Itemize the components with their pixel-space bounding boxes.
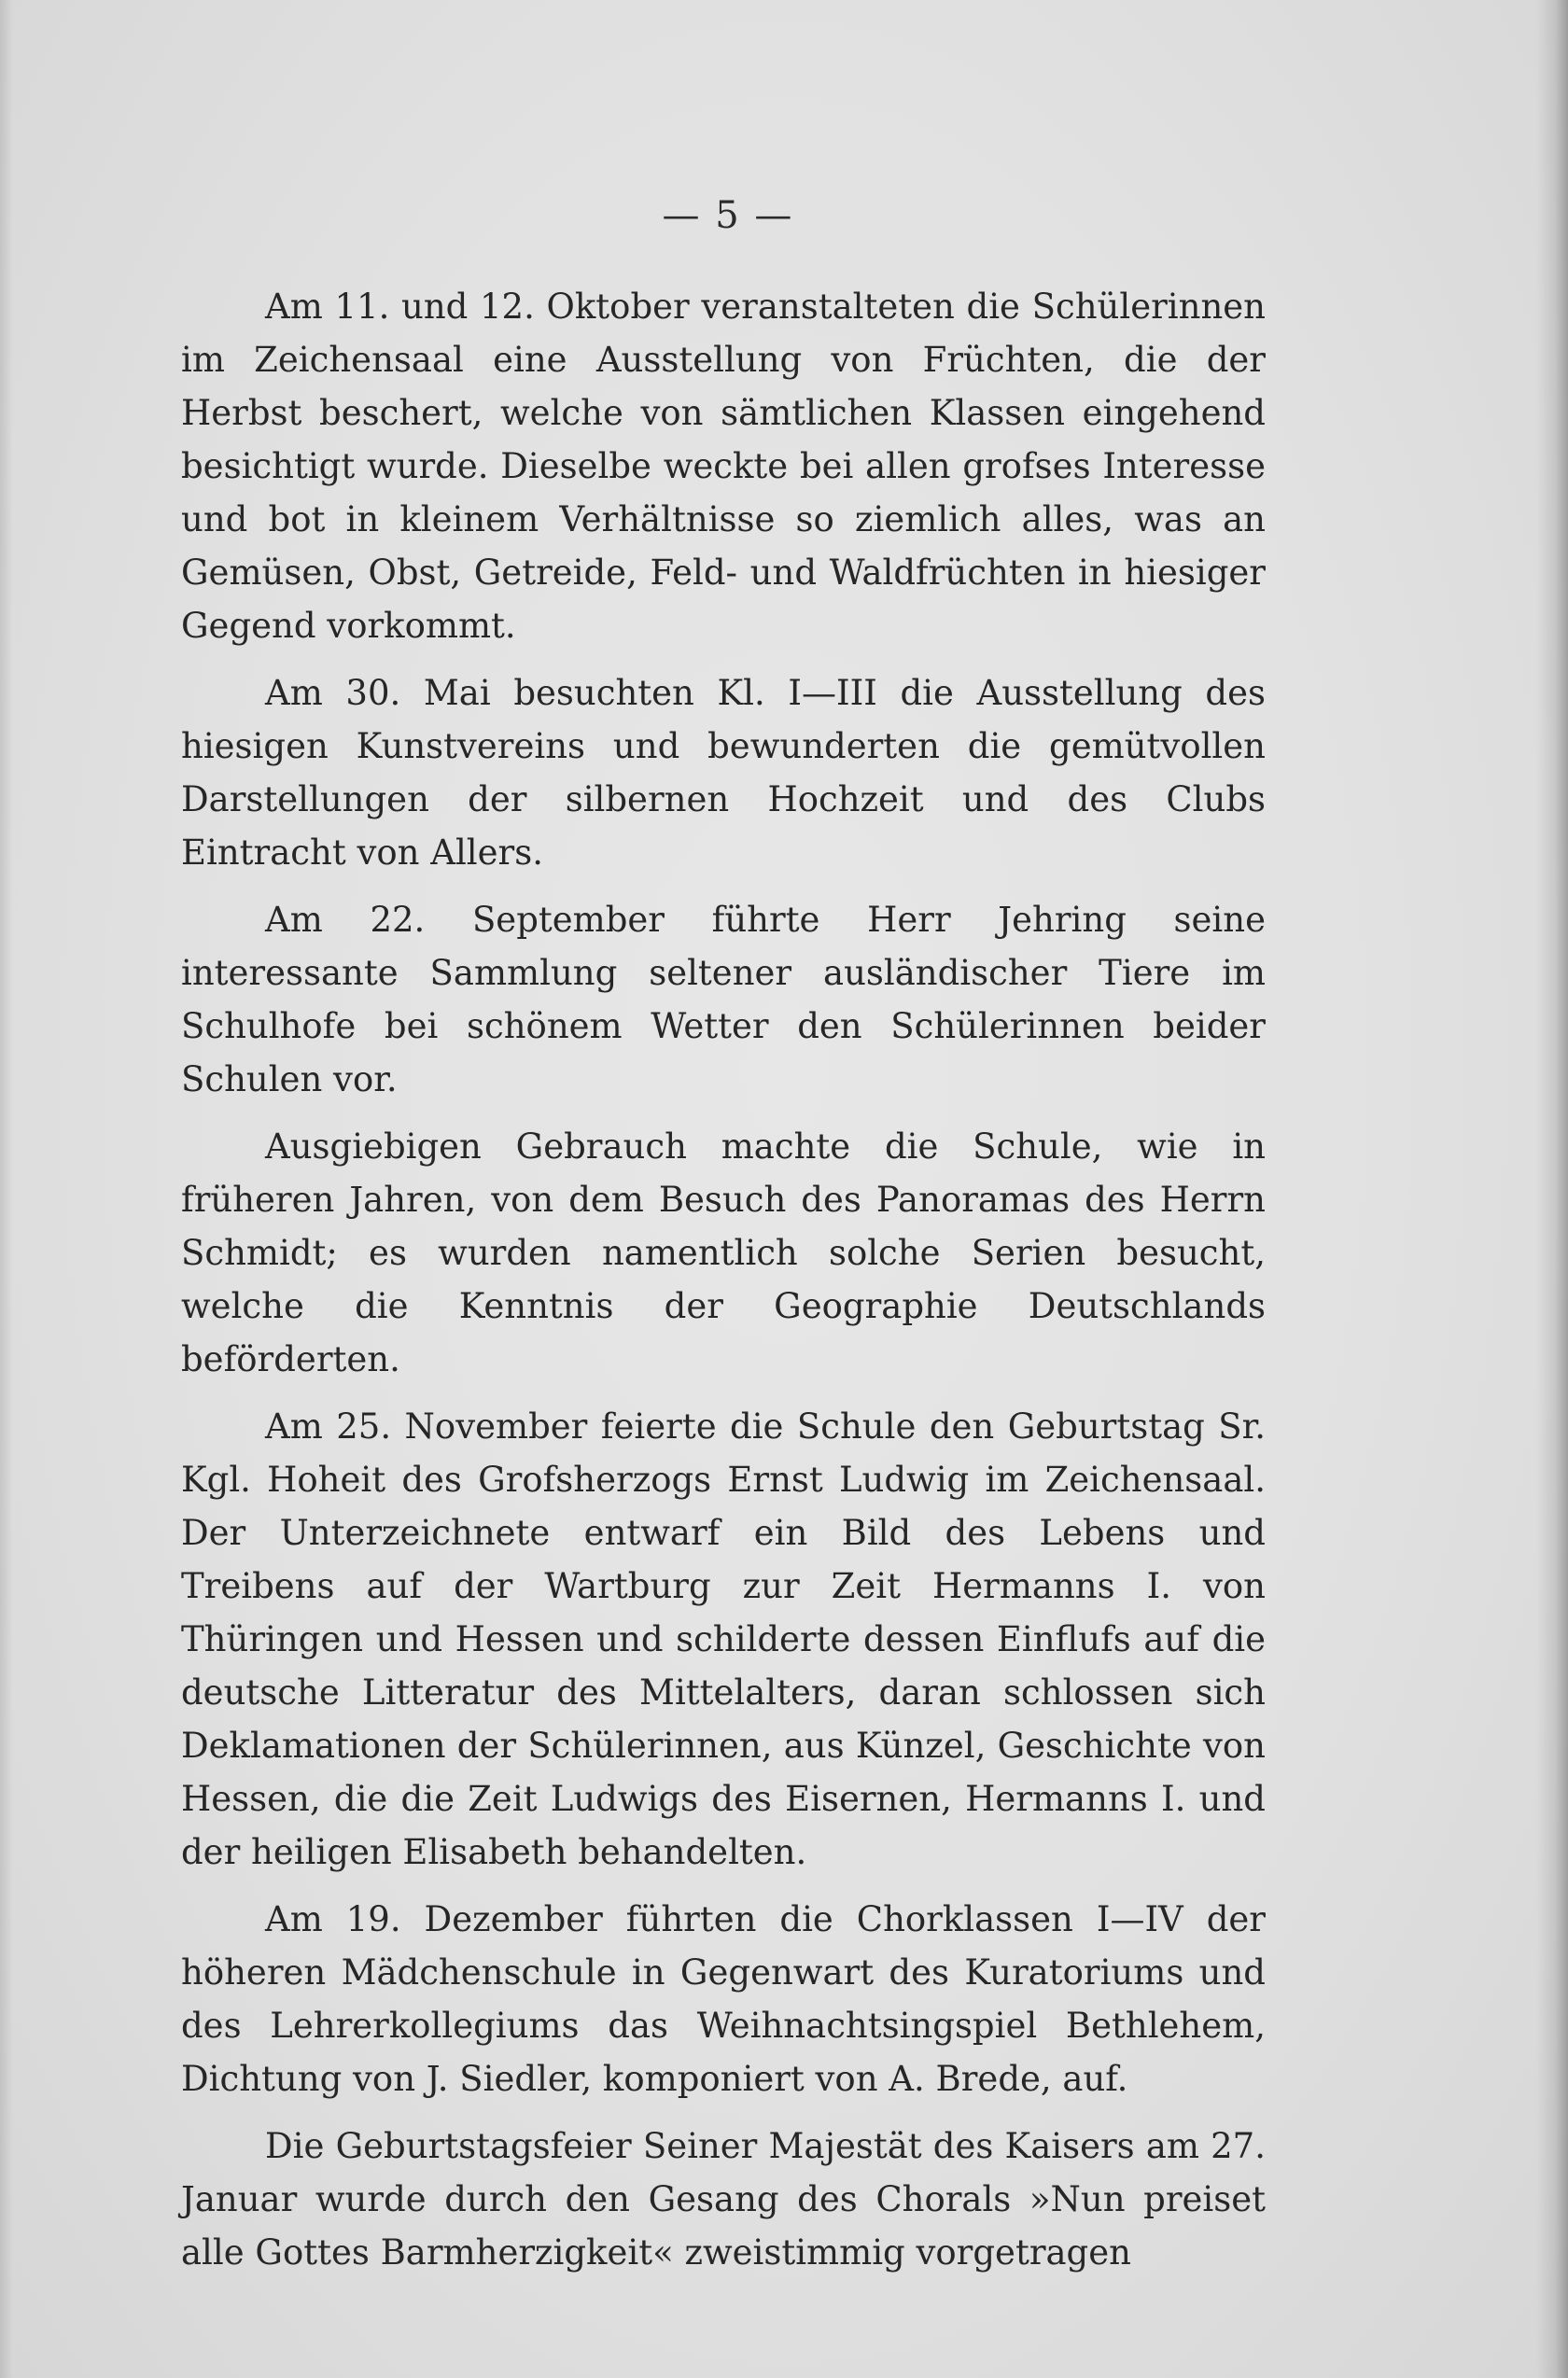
page-number: — 5 — <box>662 194 794 237</box>
paragraph-panorama-visits: Ausgiebigen Gebrauch machte die Schule, wie in früheren Jahren, von dem Besuch des Panoramas des Herrn Schmidt; es wurden namentlich solche Serien besucht, welche die Kenntnis der Geographie Deutschlands beförderten. <box>181 1126 1266 1379</box>
paragraph-emperor-birthday: Die Geburtstagsfeier Seiner Majestät des Kaisers am 27. Januar wurde durch den Gesang des Chorals »Nun preiset alle Gottes Barmherzigkeit« zweistimmig vorgetragen <box>181 2126 1266 2273</box>
page-spine-shadow <box>1536 0 1568 2378</box>
paragraph-christmas-play: Am 19. Dezember führten die Chorklassen I—IV der höheren Mädchenschule in Gegenwart des Kuratoriums und des Lehrerkollegiums das Weihnachtsingspiel Bethlehem, Dichtung von J. Siedler, komponiert von A. Brede, auf. <box>181 1899 1266 2099</box>
page-left-edge-shadow <box>0 0 13 2378</box>
body-text <box>181 280 1266 2293</box>
paragraph-animal-collection: Am 22. September führte Herr Jehring seine interessante Sammlung seltener ausländischer Tiere im Schulhofe bei schönem Wetter den Schülerinnen beider Schulen vor. <box>181 900 1266 1099</box>
paragraph-grand-duke-birthday: Am 25. November feierte die Schule den Geburtstag Sr. Kgl. Hoheit des Grofsherzogs Ernst Ludwig im Zeichensaal. Der Unterzeichnete entwarf ein Bild des Lebens und Treibens auf der Wartburg zur Zeit Hermanns I. von Thüringen und Hessen und schilderte dessen Einflufs auf die deutsche Litteratur des Mittelalters, daran schlossen sich Deklamationen der Schülerinnen, aus Künzel, Geschichte von Hessen, die die Zeit Ludwigs des Eisernen, Hermanns I. und der heiligen Elisabeth behandelten. <box>181 1406 1266 1872</box>
paragraph-fruit-exhibition: Am 11. und 12. Oktober veranstalteten die Schülerinnen im Zeichensaal eine Ausstellung von Früchten, die der Herbst beschert, welche von sämtlichen Klassen eingehend besichtigt wurde. Dieselbe weckte bei allen grofses Interesse und bot in kleinem Verhältnisse so ziemlich alles, was an Gemüsen, Obst, Getreide, Feld- und Waldfrüchten in hiesiger Gegend vorkommt. <box>181 287 1266 646</box>
paragraph-art-exhibition: Am 30. Mai besuchten Kl. I—III die Ausstellung des hiesigen Kunstvereins und bewunderten die gemütvollen Darstellungen der silbernen Hochzeit und des Clubs Eintracht von Allers. <box>181 673 1266 873</box>
